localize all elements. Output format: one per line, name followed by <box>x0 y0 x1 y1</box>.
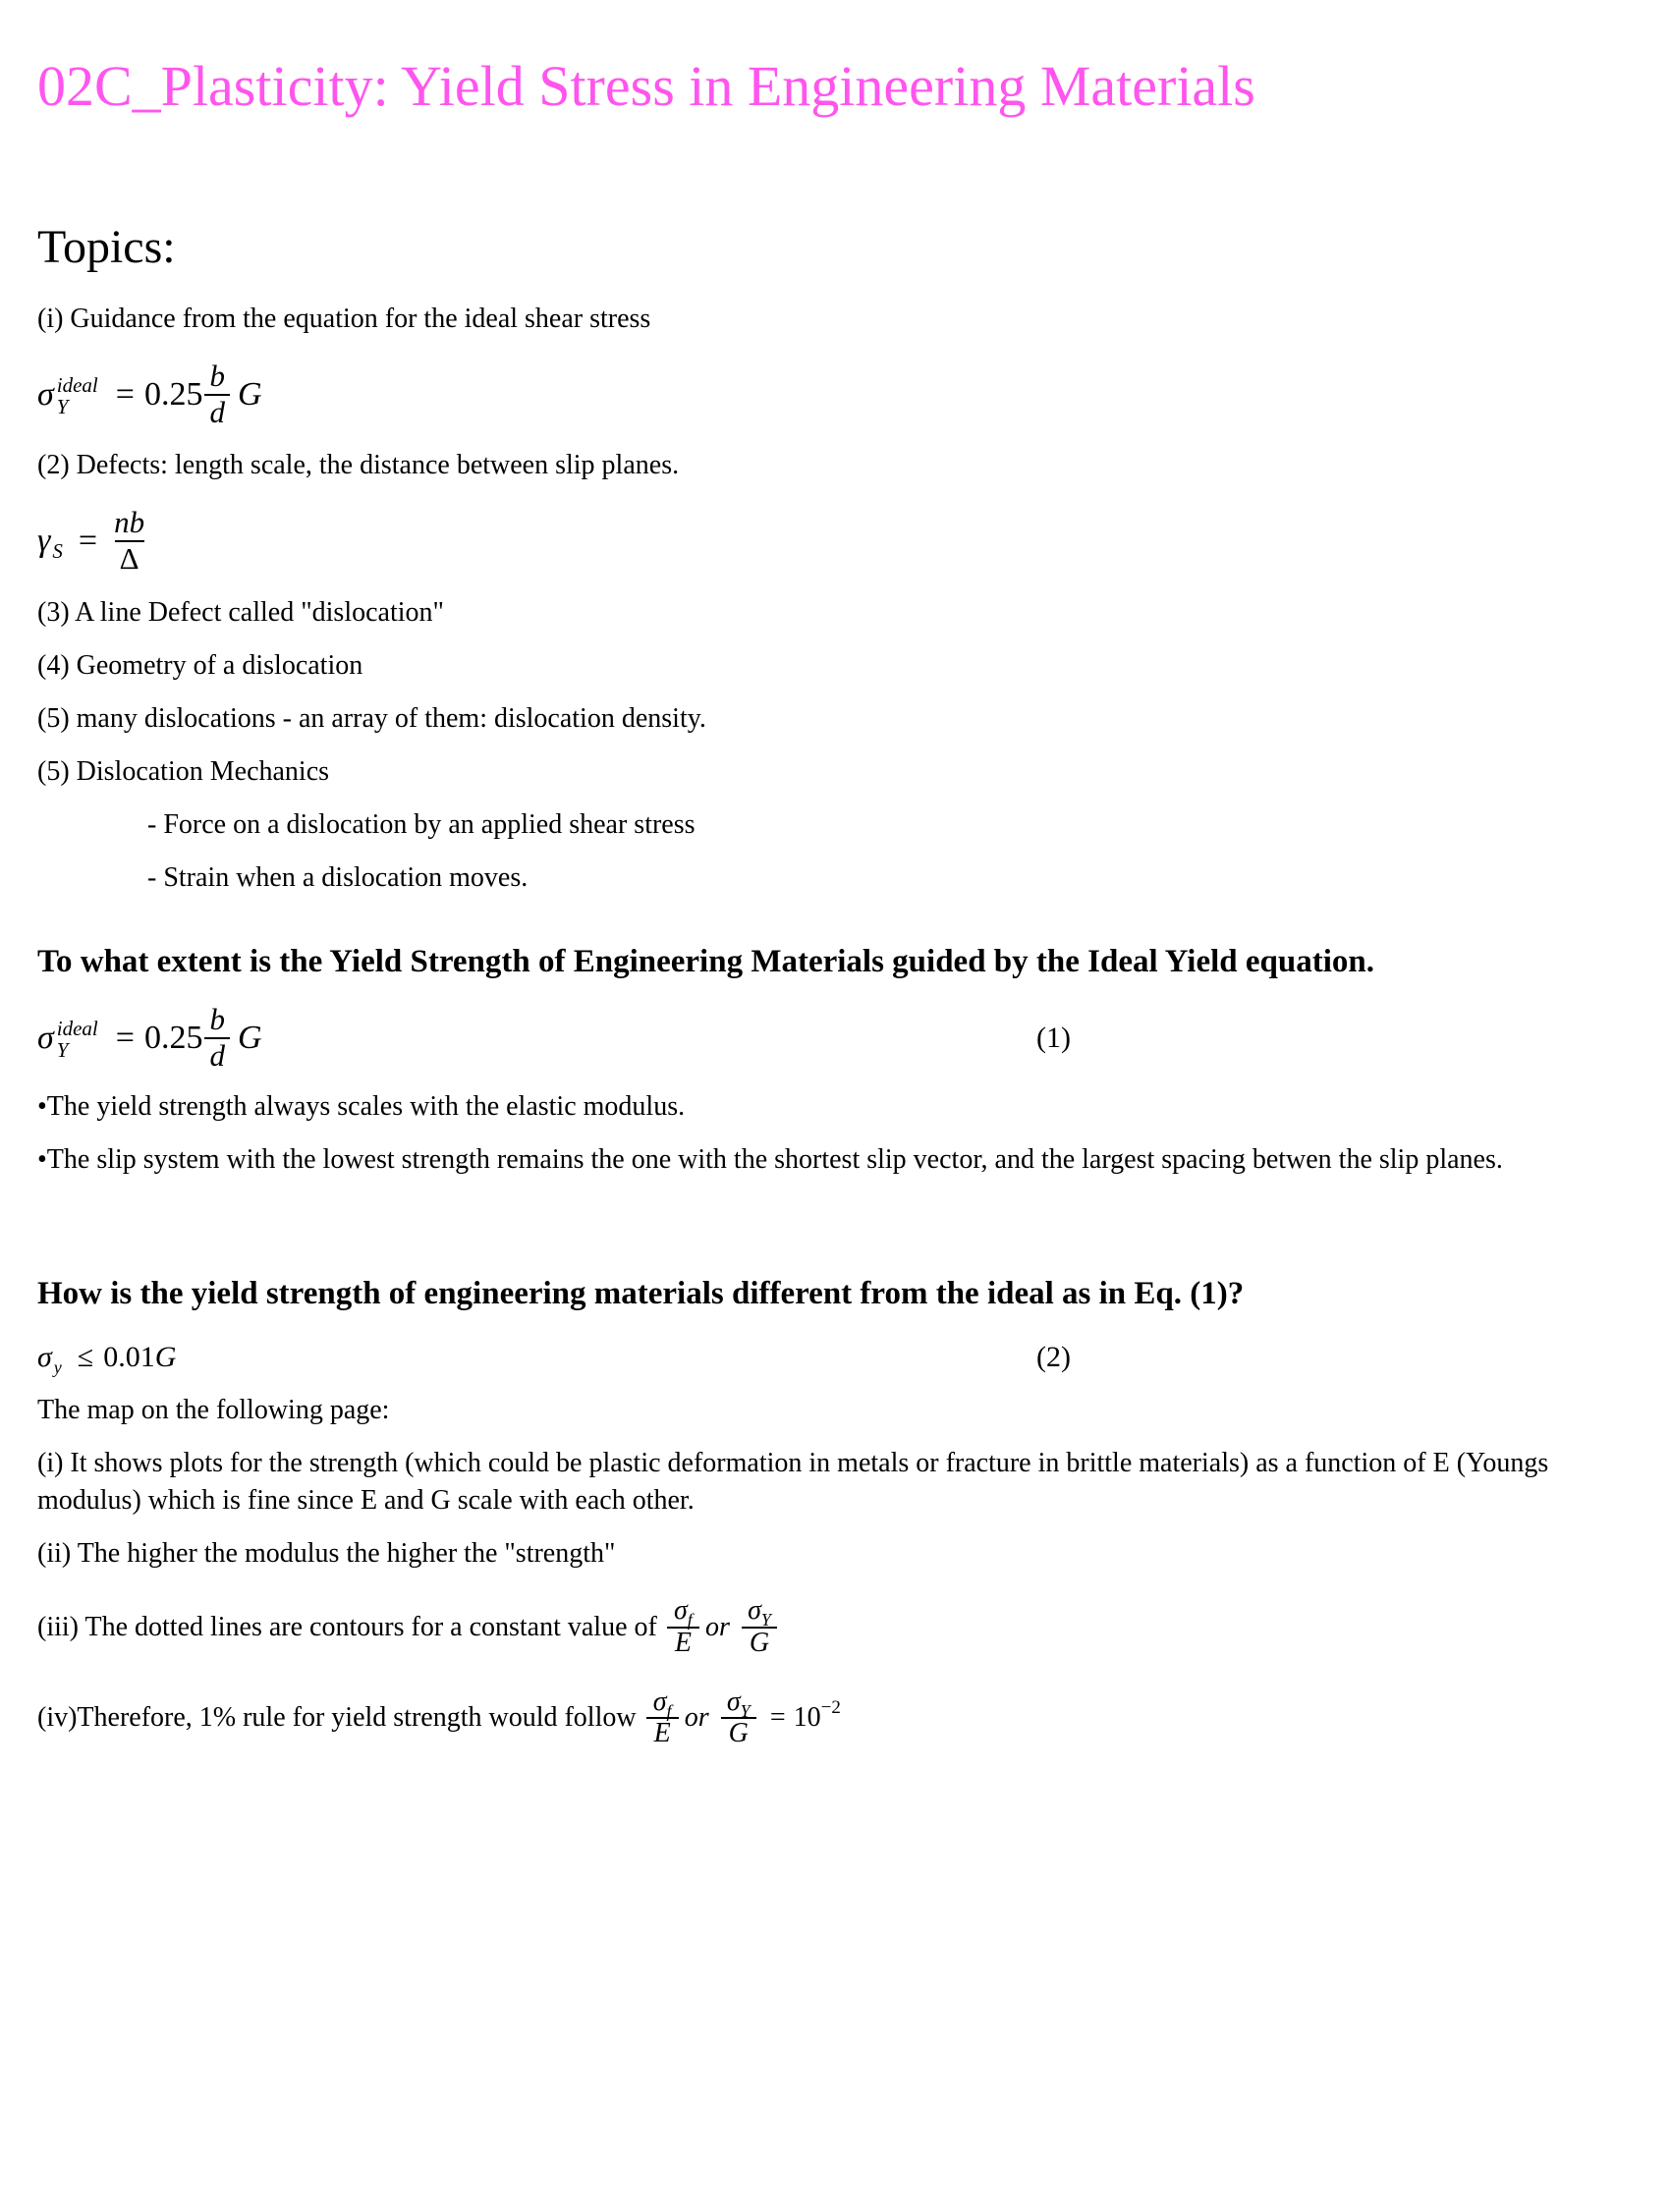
fraction-numerator: b <box>209 1001 225 1036</box>
fraction-denominator: Δ <box>115 540 144 577</box>
topic-subitem-strain: - Strain when a dislocation moves. <box>147 861 529 893</box>
fraction-b-over-d <box>204 1003 230 1073</box>
map-item-plots: (i) It shows plots for the strength (which could be plastic deformation in metals or fracture in brittle materials) as a function of E (Youngs modulus) which is fine since E and G scale with each other. <box>37 1448 1549 1517</box>
document-page <box>0 51 1670 1748</box>
subscript-f: f <box>666 1700 672 1721</box>
map-item-rule <box>37 1687 1589 1748</box>
equation-number-1: (1) <box>1036 1021 1071 1054</box>
contours-text: (iii) The dotted lines are contours for a constant value of <box>37 1611 657 1642</box>
coefficient: 0.25 <box>143 375 203 413</box>
fraction-nb-over-delta <box>109 506 149 576</box>
topic-item-geometry: (4) Geometry of a dislocation <box>37 649 363 681</box>
fraction-denominator: d <box>204 394 230 430</box>
superscript-ideal: ideal <box>56 1016 98 1040</box>
topic-item-array: (5) many dislocations - an array of them: dislocation density. <box>37 702 706 734</box>
fraction-denominator: G <box>721 1717 756 1748</box>
or-word: or <box>684 1702 709 1734</box>
sigma-supsub <box>57 1018 98 1061</box>
equals-sign: = <box>769 1702 786 1734</box>
superscript-ideal: ideal <box>56 372 98 397</box>
equation-shear-strain <box>37 506 1631 576</box>
equals-sign: = <box>78 523 98 560</box>
coefficient: 0.25 <box>143 1019 203 1056</box>
subscript-f: f <box>687 1610 693 1631</box>
equation-yield-limit <box>37 1341 1631 1377</box>
page-title: 02C_Plasticity: Yield Stress in Engineering Materials <box>37 54 1255 118</box>
subscript-S: S <box>52 538 63 563</box>
fraction-numerator: σf <box>652 1686 672 1721</box>
power-base: 10 <box>793 1702 821 1734</box>
equation-ideal-yield-numbered <box>37 1003 1631 1073</box>
section-heading-engineering: How is the yield strength of engineering materials different from the ideal as in Eq. (1)? <box>37 1276 1245 1312</box>
subscript-Y: Y <box>760 1610 771 1631</box>
shear-modulus-symbol: G <box>237 1019 262 1056</box>
less-equal-sign: ≤ <box>77 1341 94 1374</box>
sigma-symbol: σ <box>37 375 54 413</box>
section-heading-ideal-yield: To what extent is the Yield Strength of Engineering Materials guided by the Ideal Yield equation. <box>37 943 1374 979</box>
topic-item-defects: (2) Defects: length scale, the distance between slip planes. <box>37 450 680 481</box>
subscript-Y: Y <box>740 1700 751 1721</box>
fraction-denominator: E <box>667 1627 699 1658</box>
topic-subitem-force: - Force on a dislocation by an applied shear stress <box>147 808 696 840</box>
fraction-sigma-f-over-E <box>667 1596 699 1657</box>
map-item-contours <box>37 1596 1589 1657</box>
fraction-sigma-f-over-E <box>646 1687 679 1748</box>
equation-ideal-shear <box>37 359 1631 429</box>
subscript-Y: Y <box>56 1037 69 1062</box>
map-item-modulus: (ii) The higher the modulus the higher the "strength" <box>37 1538 616 1570</box>
topic-item-guidance: (i) Guidance from the equation for the ideal shear stress <box>37 304 651 334</box>
subscript-Y: Y <box>56 394 69 418</box>
sigma-symbol: σ <box>37 1019 54 1056</box>
power-exponent: −2 <box>820 1697 841 1719</box>
fraction-numerator: σY <box>748 1595 771 1631</box>
equation-number-2: (2) <box>1036 1341 1071 1374</box>
fraction-numerator: σf <box>673 1595 693 1631</box>
shear-modulus-symbol: G <box>237 375 262 413</box>
sigma-symbol: σ <box>37 1341 52 1374</box>
shear-modulus-symbol: G <box>154 1341 177 1374</box>
or-word: or <box>704 1611 730 1642</box>
fraction-b-over-d <box>204 359 230 429</box>
topic-item-mechanics: (5) Dislocation Mechanics <box>37 755 330 787</box>
fraction-denominator: G <box>742 1627 777 1658</box>
bullet-slip-system: •The slip system with the lowest strength remains the one with the shortest slip vector, and the largest spacing betwen the slip planes. <box>37 1144 1503 1176</box>
fraction-sigma-Y-over-G <box>742 1596 777 1657</box>
topic-item-line-defect: (3) A line Defect called "dislocation" <box>37 596 444 628</box>
rule-text: (iv)Therefore, 1% rule for yield strength would follow <box>37 1702 637 1734</box>
subscript-y: y <box>53 1356 62 1377</box>
sigma-supsub <box>57 374 98 417</box>
equals-sign: = <box>115 375 135 413</box>
fraction-numerator: b <box>209 359 225 393</box>
fraction-sigma-Y-over-G <box>721 1687 756 1748</box>
fraction-numerator: σY <box>726 1686 751 1721</box>
equals-sign: = <box>115 1019 135 1056</box>
bullet-elastic-modulus: •The yield strength always scales with the elastic modulus. <box>37 1091 686 1123</box>
gamma-symbol: γ <box>37 523 51 560</box>
fraction-numerator: nb <box>114 505 145 540</box>
topics-heading: Topics: <box>37 221 176 273</box>
coefficient: 0.01 <box>103 1341 155 1374</box>
fraction-denominator: d <box>204 1037 230 1074</box>
map-intro: The map on the following page: <box>37 1395 390 1426</box>
fraction-denominator: E <box>646 1717 679 1748</box>
